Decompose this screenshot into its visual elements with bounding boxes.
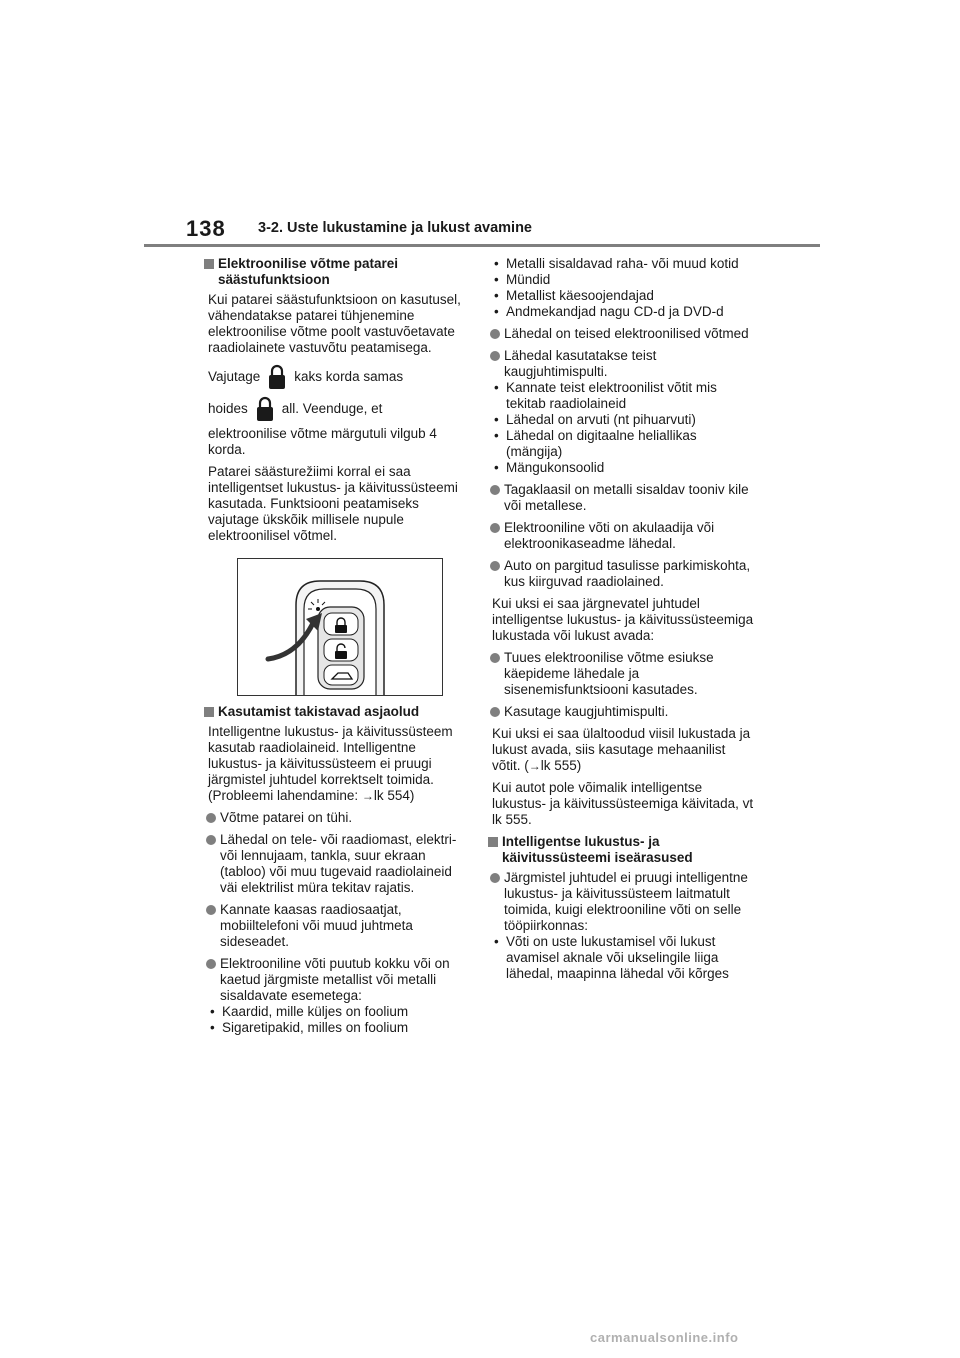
hold-instruction: hoides all. Veenduge, et	[208, 394, 470, 424]
metal-items-list-cont	[492, 256, 754, 320]
list-item: Tuues elektroonilise võtme esiukse käepideme lähedale ja sisenemisfunktsiooni kasutades.	[490, 650, 754, 698]
list-item: • Sigaretipakid, milles on foolium	[208, 1020, 470, 1036]
list-item: • Võti on uste lukustamisel või lukust avamisel aknale või ukselingile liiga lähedal, maapinna lähedal või kõrges	[492, 934, 754, 982]
list-item: Lähedal kasutatakse teist kaugjuhtimispulti.	[490, 348, 754, 380]
smart-key-drawing	[238, 559, 442, 695]
list-item: Võtme patarei on tühi.	[206, 810, 470, 826]
list-item: Elektrooniline võti puutub kokku või on kaetud järgmiste metallist või metalli sisaldavate esemetega:	[206, 956, 470, 1004]
arrow-icon: →	[528, 759, 541, 773]
battery-paragraph: Kui patarei säästufunktsioon on kasutusel, vähendatakse patarei tühjenemine elektroonilise võtme poolt vastuvõetavate raadiolainete vastuvõtu peatamisega.	[208, 292, 461, 355]
battery-mode-paragraph: Patarei säästurežiimi korral ei saa intelligentset lukustus- ja käivitussüsteemi kasutada. Funktsiooni peatamiseks vajutage ükskõik millisele nupule elektroonilisel võtmel.	[208, 464, 458, 543]
list-item: • Lähedal on digitaalne heliallikas (mängija)	[492, 428, 754, 460]
watermark: carmanualsonline.info	[590, 1330, 739, 1345]
list-item: • Andmekandjad nagu CD-d ja DVD-d	[492, 304, 754, 320]
indicator-text: elektroonilise võtme märgutuli vilgub 4 korda.	[208, 426, 437, 457]
remote-items-list	[492, 380, 754, 476]
right-column	[492, 256, 754, 988]
section-title: 3-2. Uste lukustamine ja lukust avamine	[258, 220, 532, 236]
list-item: • Mündid	[492, 272, 754, 288]
list-item: Lähedal on teised elektroonilised võtmed	[490, 326, 754, 342]
list-item: • Metallist käesoojendajad	[492, 288, 754, 304]
list-item: • Lähedal on arvuti (nt pihuarvuti)	[492, 412, 754, 428]
start-paragraph: Kui autot pole võimalik intelligentse lukustus- ja käivitussüsteemiga käivitada, vt lk 555.	[492, 780, 754, 827]
battery-saving-heading: Elektroonilise võtme patarei säästufunktsioon	[204, 256, 470, 288]
list-item: • Metalli sisaldavad raha- või muud kotid	[492, 256, 754, 272]
left-column	[208, 256, 470, 1042]
list-item: • Mängukonsoolid	[492, 460, 754, 476]
list-item: Tagaklaasil on metalli sisaldav tooniv kile või metallese.	[490, 482, 754, 514]
list-item: Auto on pargitud tasulisse parkimiskohta, kus kiirguvad raadiolained.	[490, 558, 754, 590]
smart-key-illustration	[237, 558, 443, 696]
metal-items-list	[208, 1004, 470, 1036]
lock-icon	[266, 363, 288, 391]
page-number: 138	[186, 216, 226, 241]
obstacles-heading: Kasutamist takistavad asjaolud	[204, 704, 470, 720]
list-item: • Kannate teist elektroonilist võtit mis tekitab raadiolaineid	[492, 380, 754, 412]
header-rule	[144, 244, 820, 247]
features-heading: Intelligentse lukustus- ja käivitussüsteemi iseärasused	[488, 834, 754, 866]
list-item: Elektrooniline võti on akulaadija või elektroonikaseadme lähedal.	[490, 520, 754, 552]
lock-icon	[254, 395, 276, 423]
obstacles-paragraph: Intelligentne lukustus- ja käivitussüsteem kasutab raadiolaineid. Intelligentne lukustus- ja käivitussüsteem ei pruugi järgmistel juhtudel korrektselt toimida. (Probleemi lahendamine: →lk 554)	[208, 724, 453, 803]
list-item: Järgmistel juhtudel ei pruugi intelligentne lukustus- ja käivitussüsteem laitmatult toimida, kuigi elektrooniline võti on selle tööpiirkonnas:	[490, 870, 754, 934]
mechanical-key-paragraph: Kui uksi ei saa ülaltoodud viisil lukustada ja lukust avada, siis kasutage mehaanilist võtit. (→lk 555)	[492, 726, 751, 773]
list-item: Kasutage kaugjuhtimispulti.	[490, 704, 754, 720]
list-item: Kannate kaasas raadiosaatjat, mobiiltelefoni või muud juhtmeta sideseadet.	[206, 902, 470, 950]
list-item: Lähedal on tele- või raadiomast, elektri- või lennujaam, tankla, suur ekraan (tabloo) või muu tugevaid raadiolaineid väi elektrilist müra tekitav rajatis.	[206, 832, 470, 896]
list-item: • Kaardid, mille küljes on foolium	[208, 1004, 470, 1020]
feature-items-list	[492, 934, 754, 982]
arrow-icon: →	[361, 789, 374, 803]
if-cannot-paragraph: Kui uksi ei saa järgnevatel juhtudel intelligentse lukustus- ja käivitussüsteemiga lukustada või lukust avada:	[492, 596, 754, 643]
press-instruction: Vajutage kaks korda samas	[208, 362, 470, 392]
